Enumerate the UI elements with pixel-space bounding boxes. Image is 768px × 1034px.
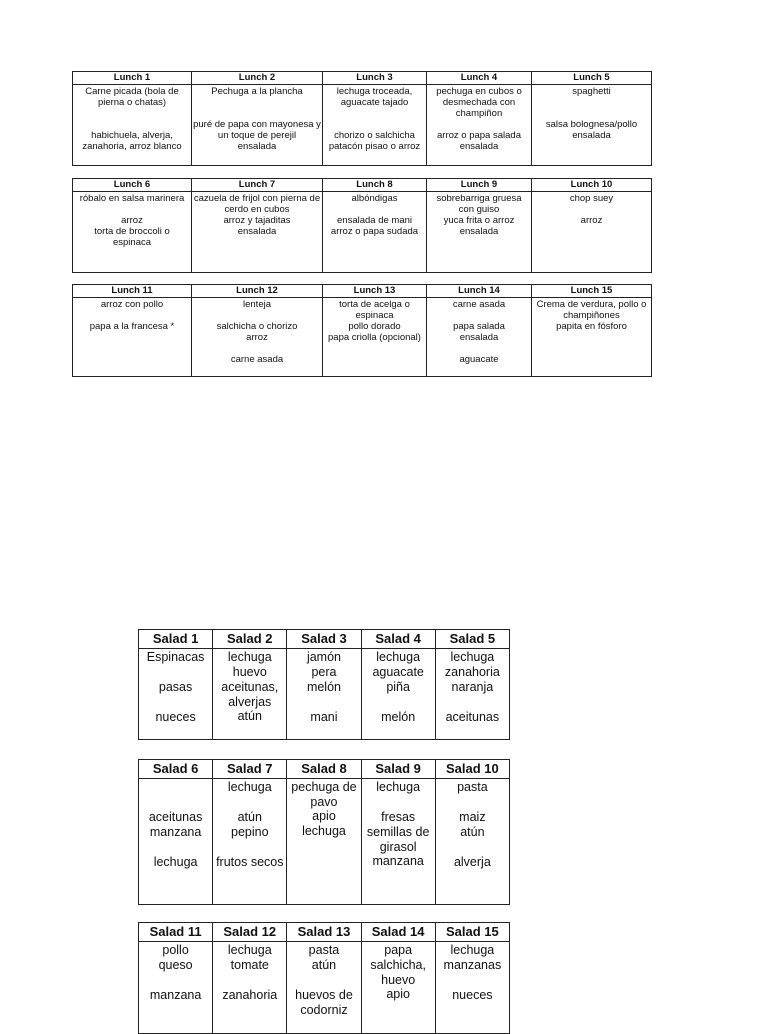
salad-item: queso xyxy=(158,958,193,972)
lunch-cell xyxy=(427,85,532,166)
lunch-item: puré de papa con mayonesa y un toque de perejil xyxy=(193,119,321,141)
salad-header-row xyxy=(139,923,510,942)
lunch-item: salsa bolognesa/pollo xyxy=(545,119,638,130)
salad-item: manzanas xyxy=(443,958,502,972)
lunch-item: arroz con pollo xyxy=(100,299,164,310)
salad-item: atún xyxy=(237,810,262,824)
lunch-item: sobrebarriga gruesa con guiso xyxy=(436,193,522,215)
lunch-item: arroz y tajaditas xyxy=(223,215,291,226)
salad-header: Salad 1 xyxy=(139,630,213,649)
lunch-item: papita en fósforo xyxy=(556,321,627,332)
salad-header: Salad 6 xyxy=(139,760,213,779)
lunch-cell xyxy=(73,298,192,377)
lunch-item: arroz xyxy=(121,215,143,226)
salad-cell xyxy=(361,779,435,905)
lunch-item: ensalada xyxy=(572,130,611,141)
lunch-item: aguacate xyxy=(459,354,499,365)
salad-item: naranja xyxy=(451,680,494,694)
salad-cell xyxy=(435,779,509,905)
lunch-header: Lunch 5 xyxy=(532,72,652,85)
lunch-header: Lunch 6 xyxy=(73,179,192,192)
lunch-item: spaghetti xyxy=(572,86,611,97)
lunch-header: Lunch 2 xyxy=(192,72,323,85)
salad-item: huevos de codorniz xyxy=(295,988,353,1017)
lunch-item: arroz o papa sudada xyxy=(330,226,419,237)
salad-item: huevo xyxy=(232,665,267,679)
salad-header: Salad 3 xyxy=(287,630,361,649)
lunch-item: patacón pisao o arroz xyxy=(328,141,421,152)
lunch-item: róbalo en salsa marinera xyxy=(79,193,185,204)
salad-table-2 xyxy=(138,759,510,905)
lunch-item: arroz xyxy=(246,332,268,343)
salad-cell xyxy=(213,779,287,905)
lunch-cell xyxy=(532,192,652,273)
salad-table-1 xyxy=(138,629,510,740)
salad-item: piña xyxy=(386,680,410,694)
lunch-body-row xyxy=(73,85,652,166)
lunch-header-row xyxy=(73,285,652,298)
salad-item: nueces xyxy=(155,710,196,724)
salad-header: Salad 10 xyxy=(435,760,509,779)
lunch-item: pechuga en cubos o desmechada con champiñon xyxy=(436,86,522,119)
salad-item: manzana xyxy=(372,854,424,868)
lunch-item: pollo dorado xyxy=(348,321,401,332)
salad-item: jamón xyxy=(306,650,341,664)
salad-item: lechuga xyxy=(450,943,495,957)
salad-item: maiz xyxy=(459,810,486,824)
salad-item: aceitunas xyxy=(148,810,203,824)
salad-item: pasta xyxy=(308,943,340,957)
lunch-cell xyxy=(73,85,192,166)
salad-item: pasta xyxy=(457,780,488,794)
lunch-item: torta de acelga o espinaca xyxy=(339,299,410,321)
salad-item: lechuga xyxy=(376,650,421,664)
salad-item: aceitunas xyxy=(445,710,500,724)
salad-header: Salad 11 xyxy=(139,923,213,942)
salad-item: melón xyxy=(381,710,416,724)
salad-item: papa xyxy=(384,943,413,957)
lunch-body-row xyxy=(73,298,652,377)
lunch-header-row xyxy=(73,72,652,85)
salad-item: lechuga xyxy=(450,650,495,664)
lunch-item: papa a la francesa * xyxy=(89,321,175,332)
lunch-item: yuca frita o arroz xyxy=(443,215,515,226)
lunch-table-3 xyxy=(72,284,652,377)
lunch-header: Lunch 13 xyxy=(323,285,427,298)
salad-item: zanahoria xyxy=(444,665,500,679)
lunch-item: ensalada xyxy=(459,141,499,152)
lunch-item: ensalada xyxy=(459,332,499,343)
lunch-item: ensalada de mani xyxy=(337,215,412,226)
salad-header: Salad 4 xyxy=(361,630,435,649)
lunch-item: chorizo o salchicha xyxy=(334,130,415,141)
lunch-item: carne asada xyxy=(452,299,506,310)
salad-item: nueces xyxy=(452,988,493,1002)
salad-item: frutos secos xyxy=(216,855,284,869)
salad-item: pollo xyxy=(162,943,189,957)
lunch-header: Lunch 4 xyxy=(427,72,532,85)
salad-item: semillas de girasol xyxy=(366,825,430,854)
salad-item: zanahoria xyxy=(222,988,278,1002)
lunch-cell xyxy=(323,85,427,166)
salad-header: Salad 13 xyxy=(287,923,361,942)
salad-cell xyxy=(213,942,287,1034)
lunch-cell xyxy=(532,85,652,166)
salad-item: atún xyxy=(311,958,337,972)
salad-item: pera xyxy=(311,665,337,679)
lunch-cell xyxy=(192,192,323,273)
lunch-table-2 xyxy=(72,178,652,273)
lunch-header: Lunch 10 xyxy=(532,179,652,192)
lunch-item: lenteja xyxy=(243,299,271,310)
lunch-item: salchicha o chorizo xyxy=(216,321,298,332)
lunch-header: Lunch 7 xyxy=(192,179,323,192)
lunch-cell xyxy=(427,298,532,377)
salad-header-row xyxy=(139,760,510,779)
lunch-item: papa criolla (opcional) xyxy=(328,332,421,343)
salad-header: Salad 9 xyxy=(361,760,435,779)
lunch-cell xyxy=(192,298,323,377)
lunch-item: Pechuga a la plancha xyxy=(211,86,303,97)
salad-item: apio xyxy=(312,809,336,823)
lunch-header: Lunch 12 xyxy=(192,285,323,298)
lunch-header: Lunch 11 xyxy=(73,285,192,298)
lunch-body-row xyxy=(73,192,652,273)
salad-cell xyxy=(139,942,213,1034)
lunch-item: chop suey xyxy=(569,193,614,204)
lunch-cell xyxy=(427,192,532,273)
salad-cell xyxy=(287,779,361,905)
salad-item: pepino xyxy=(231,825,269,839)
lunch-item: ensalada xyxy=(237,226,277,237)
salad-body-row xyxy=(139,942,510,1034)
lunch-item: lechuga troceada, aguacate tajado xyxy=(336,86,413,108)
lunch-item: Crema de verdura, pollo o champiñones xyxy=(536,299,647,321)
lunch-table-1 xyxy=(72,71,652,166)
lunch-cell xyxy=(73,192,192,273)
lunch-header: Lunch 9 xyxy=(427,179,532,192)
lunch-header: Lunch 14 xyxy=(427,285,532,298)
salad-item: pasas xyxy=(158,680,193,694)
lunch-item: ensalada xyxy=(459,226,499,237)
salad-cell xyxy=(213,649,287,740)
salad-header: Salad 8 xyxy=(287,760,361,779)
lunch-header: Lunch 8 xyxy=(323,179,427,192)
salad-cell xyxy=(361,649,435,740)
salad-header: Salad 5 xyxy=(435,630,509,649)
salad-item: melón xyxy=(306,680,341,694)
lunch-cell xyxy=(323,298,427,377)
salad-header: Salad 14 xyxy=(361,923,435,942)
lunch-cell xyxy=(532,298,652,377)
salad-table-3 xyxy=(138,922,510,1034)
lunch-item: habichuela, alverja, zanahoria, arroz blanco xyxy=(82,130,182,152)
salad-cell xyxy=(287,942,361,1034)
salad-item: atún xyxy=(237,709,262,723)
lunch-header: Lunch 15 xyxy=(532,285,652,298)
lunch-item: cazuela de frijol con pierna de cerdo en cubos xyxy=(193,193,321,215)
lunch-item: arroz o papa salada xyxy=(437,130,521,141)
salad-item: atún xyxy=(460,825,485,839)
salad-item: tomate xyxy=(230,958,269,972)
salad-header: Salad 7 xyxy=(213,760,287,779)
salad-header: Salad 15 xyxy=(435,923,509,942)
lunch-item: papa salada xyxy=(453,321,505,332)
salad-cell xyxy=(435,649,509,740)
salad-item: alverja xyxy=(453,855,491,869)
lunch-item: carne asada xyxy=(230,354,284,365)
lunch-header: Lunch 3 xyxy=(323,72,427,85)
salad-header-row xyxy=(139,630,510,649)
salad-cell xyxy=(361,942,435,1034)
lunch-cell xyxy=(192,85,323,166)
salad-item: mani xyxy=(310,710,338,724)
lunch-header-row xyxy=(73,179,652,192)
salad-item: manzana xyxy=(149,825,202,839)
salad-item: aceitunas, alverjas xyxy=(221,680,279,709)
lunch-header: Lunch 1 xyxy=(73,72,192,85)
lunch-item: arroz xyxy=(580,215,603,226)
salad-item: lechuga xyxy=(227,780,272,794)
lunch-item: albóndigas xyxy=(351,193,398,204)
salad-item: apio xyxy=(386,987,410,1001)
salad-item: lechuga xyxy=(302,824,346,838)
lunch-item: ensalada xyxy=(237,141,277,152)
salad-cell xyxy=(139,649,213,740)
salad-body-row xyxy=(139,779,510,905)
lunch-item: Carne picada (bola de pierna o chatas) xyxy=(85,86,179,108)
salad-cell xyxy=(435,942,509,1034)
salad-item: pechuga de pavo xyxy=(291,780,357,809)
salad-cell xyxy=(139,779,213,905)
salad-item: lechuga xyxy=(227,650,272,664)
salad-item: fresas xyxy=(381,810,416,824)
salad-item: lechuga xyxy=(227,943,272,957)
salad-item: Espinacas xyxy=(146,650,205,664)
lunch-item: torta de broccoli o espinaca xyxy=(94,226,170,248)
salad-item: lechuga xyxy=(376,780,421,794)
salad-body-row xyxy=(139,649,510,740)
lunch-cell xyxy=(323,192,427,273)
salad-header: Salad 12 xyxy=(213,923,287,942)
salad-item: salchicha, huevo xyxy=(370,958,426,987)
salad-item: manzana xyxy=(149,988,202,1002)
salad-header: Salad 2 xyxy=(213,630,287,649)
salad-item: lechuga xyxy=(153,855,198,869)
salad-item: aguacate xyxy=(372,665,424,679)
salad-cell xyxy=(287,649,361,740)
